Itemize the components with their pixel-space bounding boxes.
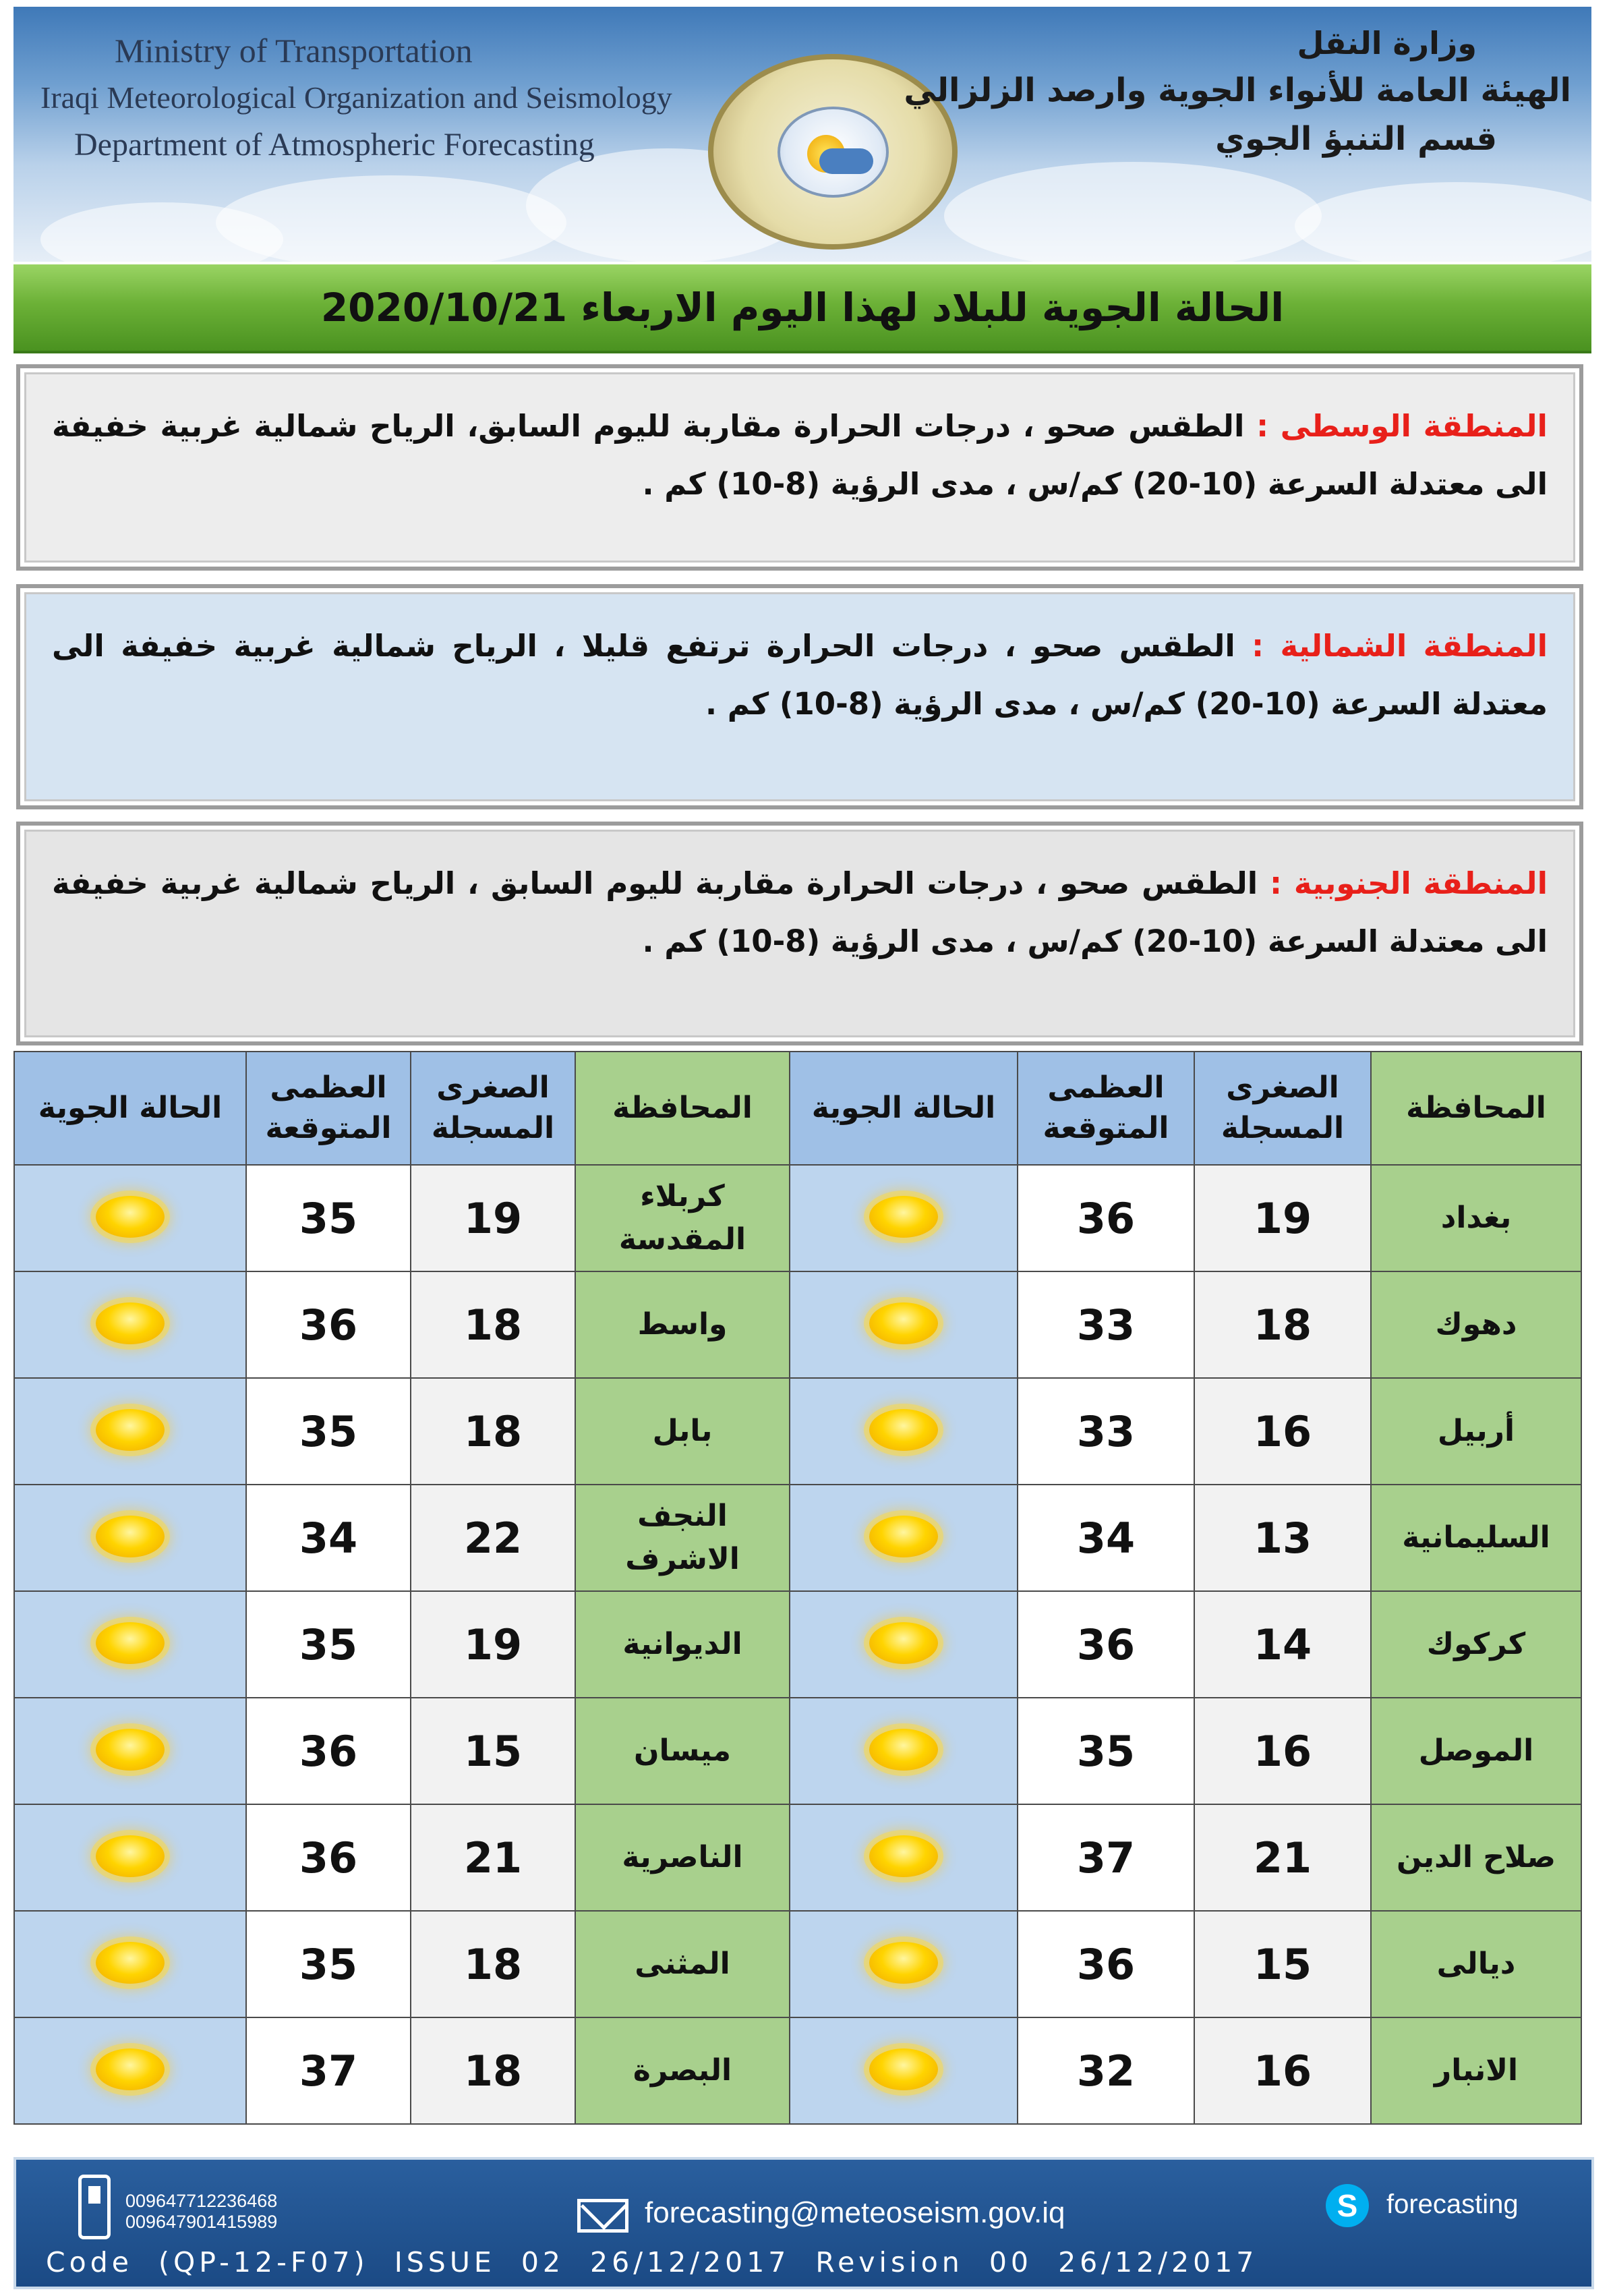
phone-number-2: 009647901415989 xyxy=(125,2212,278,2232)
region-north xyxy=(16,584,1583,809)
header-min: الصغرى المسجلة xyxy=(1194,1052,1371,1165)
governorate-cell: بابل xyxy=(575,1378,790,1485)
table-row xyxy=(14,1165,1581,1271)
table-row xyxy=(14,1271,1581,1378)
min-temp-cell: 22 xyxy=(411,1485,575,1591)
weather-cell xyxy=(14,1165,246,1271)
min-temp-cell: 18 xyxy=(411,2017,575,2124)
max-temp-cell: 35 xyxy=(246,1165,411,1271)
sun-icon xyxy=(869,1409,938,1451)
max-temp-cell: 37 xyxy=(1018,1804,1194,1911)
min-temp-cell: 15 xyxy=(411,1698,575,1804)
region-central xyxy=(16,364,1583,571)
header-weather: الحالة الجوية xyxy=(790,1052,1018,1165)
sun-icon xyxy=(96,1622,165,1664)
min-temp-cell: 18 xyxy=(411,1271,575,1378)
header-governorate: المحافظة xyxy=(1371,1052,1581,1165)
min-temp-cell: 19 xyxy=(1194,1165,1371,1271)
region-south xyxy=(16,822,1583,1045)
document-code-line: Code (QP-12-F07) ISSUE 02 26/12/2017 Revision 00 26/12/2017 xyxy=(46,2246,1258,2278)
governorate-cell: أربيل xyxy=(1371,1378,1581,1485)
weather-cell xyxy=(790,2017,1018,2124)
header-weather: الحالة الجوية xyxy=(14,1052,246,1165)
max-temp-cell: 33 xyxy=(1018,1271,1194,1378)
region-south-label: المنطقة الجنوبية : xyxy=(1270,865,1548,901)
min-temp-cell: 21 xyxy=(1194,1804,1371,1911)
weather-cell xyxy=(14,1804,246,1911)
min-temp-cell: 18 xyxy=(411,1378,575,1485)
min-temp-cell: 14 xyxy=(1194,1591,1371,1698)
region-north-text: الطقس صحو ، درجات الحرارة ترتفع قليلا ، الرياح شمالية غربية خفيفة الى معتدلة السرعة (10-20) كم/س ، مدى الرؤية (8-10) كم . xyxy=(52,628,1548,722)
weather-cell xyxy=(790,1271,1018,1378)
governorate-cell: الموصل xyxy=(1371,1698,1581,1804)
header-max: العظمى المتوقعة xyxy=(246,1052,411,1165)
max-temp-cell: 34 xyxy=(246,1485,411,1591)
sun-icon xyxy=(96,1302,165,1344)
min-temp-cell: 19 xyxy=(411,1591,575,1698)
sun-icon xyxy=(96,2048,165,2090)
department-name-ar: قسم التنبؤ الجوي xyxy=(1215,120,1497,158)
max-temp-cell: 36 xyxy=(1018,1911,1194,2017)
max-temp-cell: 34 xyxy=(1018,1485,1194,1591)
sun-icon xyxy=(96,1516,165,1557)
sun-icon xyxy=(869,1835,938,1877)
max-temp-cell: 36 xyxy=(1018,1165,1194,1271)
table-row xyxy=(14,1911,1581,2017)
footer-bar xyxy=(13,2157,1594,2289)
sun-icon xyxy=(869,2048,938,2090)
sun-icon xyxy=(869,1622,938,1664)
header-governorate: المحافظة xyxy=(575,1052,790,1165)
governorate-cell: بغداد xyxy=(1371,1165,1581,1271)
governorate-cell: ديالى xyxy=(1371,1911,1581,2017)
governorate-cell: كركوك xyxy=(1371,1591,1581,1698)
max-temp-cell: 36 xyxy=(246,1804,411,1911)
skype-icon: S xyxy=(1326,2184,1369,2227)
sun-icon xyxy=(96,1409,165,1451)
max-temp-cell: 33 xyxy=(1018,1378,1194,1485)
sun-icon xyxy=(869,1729,938,1771)
sun-icon xyxy=(96,1942,165,1984)
region-central-label: المنطقة الوسطى : xyxy=(1256,408,1548,444)
governorate-cell: دهوك xyxy=(1371,1271,1581,1378)
min-temp-cell: 13 xyxy=(1194,1485,1371,1591)
region-north-label: المنطقة الشمالية : xyxy=(1252,628,1548,664)
weather-cell xyxy=(14,2017,246,2124)
header-banner xyxy=(13,7,1591,262)
sun-icon xyxy=(869,1196,938,1238)
phone-number-1: 009647712236468 xyxy=(125,2191,278,2211)
min-temp-cell: 19 xyxy=(411,1165,575,1271)
min-temp-cell: 18 xyxy=(1194,1271,1371,1378)
weather-cell xyxy=(14,1911,246,2017)
max-temp-cell: 35 xyxy=(246,1911,411,2017)
header-arabic xyxy=(904,20,1571,163)
max-temp-cell: 35 xyxy=(1018,1698,1194,1804)
forecast-title-bar xyxy=(13,264,1591,353)
weather-cell xyxy=(14,1378,246,1485)
email-address: forecasting@meteoseism.gov.iq xyxy=(645,2196,1065,2229)
max-temp-cell: 32 xyxy=(1018,2017,1194,2124)
organization-name-en: Iraqi Meteorological Organization and Seismology xyxy=(40,80,672,115)
max-temp-cell: 36 xyxy=(1018,1591,1194,1698)
weather-cell xyxy=(14,1271,246,1378)
table-row xyxy=(14,1485,1581,1591)
department-name-en: Department of Atmospheric Forecasting xyxy=(74,127,595,163)
governorate-cell: الديوانية xyxy=(575,1591,790,1698)
weather-cell xyxy=(14,1591,246,1698)
max-temp-cell: 35 xyxy=(246,1591,411,1698)
table-row xyxy=(14,1378,1581,1485)
weather-cell xyxy=(790,1165,1018,1271)
logo-cloud-icon xyxy=(819,148,873,174)
weather-cell xyxy=(14,1485,246,1591)
sun-icon xyxy=(96,1196,165,1238)
table-header-row xyxy=(14,1052,1581,1165)
phone-icon xyxy=(78,2175,111,2239)
weather-cell xyxy=(14,1698,246,1804)
governorate-cell: صلاح الدين xyxy=(1371,1804,1581,1911)
min-temp-cell: 16 xyxy=(1194,2017,1371,2124)
max-temp-cell: 36 xyxy=(246,1698,411,1804)
min-temp-cell: 21 xyxy=(411,1804,575,1911)
min-temp-cell: 15 xyxy=(1194,1911,1371,2017)
min-temp-cell: 16 xyxy=(1194,1698,1371,1804)
region-south-text: الطقس صحو ، درجات الحرارة مقاربة لليوم السابق ، الرياح شمالية غربية خفيفة الى معتدلة السرعة (10-20) كم/س ، مدى الرؤية (8-10) كم . xyxy=(52,865,1548,959)
phone-numbers xyxy=(125,2191,277,2233)
governorate-cell: النجف الاشرف xyxy=(575,1485,790,1591)
governorate-cell: المثنى xyxy=(575,1911,790,2017)
mail-icon xyxy=(577,2199,628,2233)
max-temp-cell: 35 xyxy=(246,1378,411,1485)
temperature-table-wrapper xyxy=(13,1051,1581,2125)
table-row xyxy=(14,1698,1581,1804)
min-temp-cell: 16 xyxy=(1194,1378,1371,1485)
table-row xyxy=(14,1591,1581,1698)
table-row xyxy=(14,2017,1581,2124)
temperature-table xyxy=(13,1051,1582,2125)
ministry-name-ar: وزارة النقل xyxy=(1297,25,1477,61)
weather-cell xyxy=(790,1698,1018,1804)
weather-cell xyxy=(790,1485,1018,1591)
ministry-name-en: Ministry of Transportation xyxy=(115,32,473,69)
region-central-text: الطقس صحو ، درجات الحرارة مقاربة لليوم السابق، الرياح شمالية غربية خفيفة الى معتدلة السرعة (10-20) كم/س ، مدى الرؤية (8-10) كم . xyxy=(52,408,1548,502)
weather-cell xyxy=(790,1911,1018,2017)
max-temp-cell: 36 xyxy=(246,1271,411,1378)
weather-cell xyxy=(790,1378,1018,1485)
sun-icon xyxy=(869,1516,938,1557)
sun-icon xyxy=(96,1835,165,1877)
header-english xyxy=(40,27,672,169)
governorate-cell: البصرة xyxy=(575,2017,790,2124)
table-row xyxy=(14,1804,1581,1911)
sun-icon xyxy=(96,1729,165,1771)
governorate-cell: ميسان xyxy=(575,1698,790,1804)
min-temp-cell: 18 xyxy=(411,1911,575,2017)
weather-cell xyxy=(790,1804,1018,1911)
governorate-cell: الانبار xyxy=(1371,2017,1581,2124)
sun-icon xyxy=(869,1942,938,1984)
header-max: العظمى المتوقعة xyxy=(1018,1052,1194,1165)
sun-icon xyxy=(869,1302,938,1344)
governorate-cell: السليمانية xyxy=(1371,1485,1581,1591)
header-min: الصغرى المسجلة xyxy=(411,1052,575,1165)
governorate-cell: الناصرية xyxy=(575,1804,790,1911)
organization-name-ar: الهيئة العامة للأنواء الجوية وارصد الزلزالي xyxy=(904,71,1571,109)
weather-cell xyxy=(790,1591,1018,1698)
governorate-cell: واسط xyxy=(575,1271,790,1378)
skype-handle: forecasting xyxy=(1386,2189,1519,2219)
forecast-title: الحالة الجوية للبلاد لهذا اليوم الاربعاء 2020/10/21 xyxy=(320,285,1285,331)
governorate-cell: كربلاء المقدسة xyxy=(575,1165,790,1271)
max-temp-cell: 37 xyxy=(246,2017,411,2124)
